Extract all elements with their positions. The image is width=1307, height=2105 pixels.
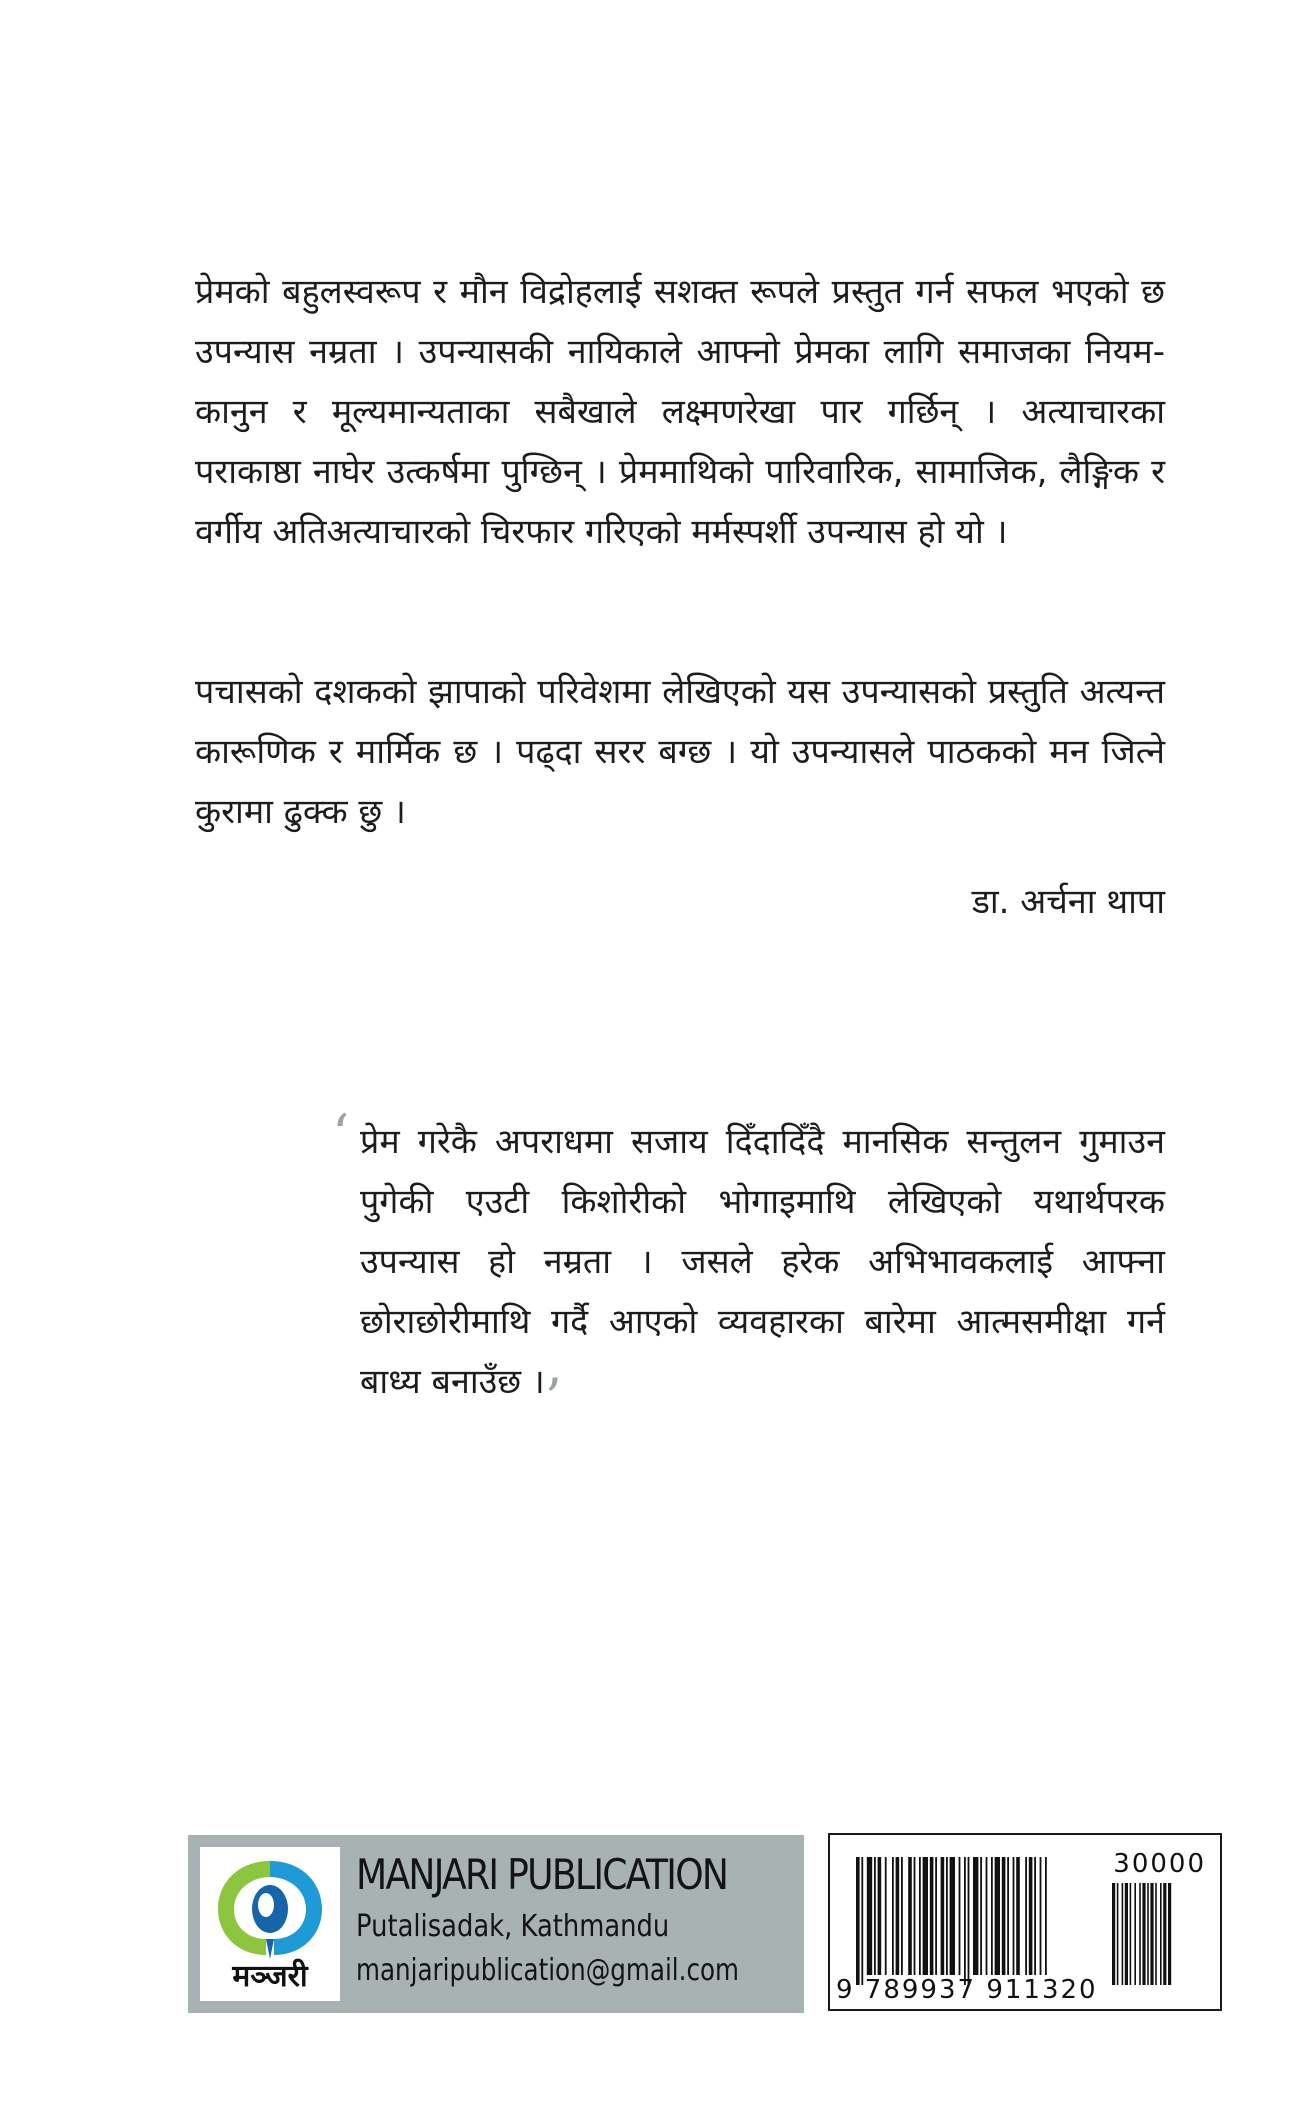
isbn-barcode (828, 1833, 1222, 2011)
barcode-addon-bar (1134, 1883, 1136, 1985)
barcode-addon-bar (1130, 1883, 1132, 1985)
barcode-bar (930, 1857, 934, 1975)
barcode-bar (995, 1857, 1000, 1975)
publisher-logo-text: मञ्जरी (232, 1959, 308, 1994)
barcode-addon-bar (1139, 1883, 1141, 1985)
barcode-addon-bar (1168, 1883, 1171, 1985)
barcode-bar (1002, 1857, 1006, 1975)
publisher-box (188, 1835, 804, 2013)
barcode-bar (896, 1857, 900, 1975)
blurb-paragraph-2: पचासको दशकको झापाको परिवेशमा लेखिएको यस उपन्यासको प्रस्तुति अत्यन्त कारूणिक र मार्मिक छ । पढ्दा सरर बग्छ । यो उपन्यासले पाठकको मन जित्ने कुरामा ढुक्क छु । (195, 672, 1165, 832)
pull-quote (332, 1103, 1165, 1430)
barcode-bar (1007, 1857, 1009, 1975)
barcode-addon-bar (1112, 1883, 1115, 1985)
pull-quote-body: प्रेम गरेकै अपराधमा सजाय दिँदादिँदै मानसिक सन्तुलन गुमाउन पुगेकी एउटी किशोरीको भोगाइमाथि लेखिएको यथार्थपरक उपन्यास हो नम्रता । जसले हरेक अभिभावकलाई आफ्ना छोराछोरीमाथि गर्दै आएको व्यवहारका बारेमा आत्मसमीक्षा गर्न बाध्य बनाउँछ । (360, 1122, 1165, 1402)
barcode-addon-bar (1117, 1883, 1119, 1985)
barcode-addon-bar (1125, 1883, 1128, 1985)
barcode-bar (914, 1857, 916, 1975)
barcode-addon-bar (1155, 1883, 1157, 1985)
manjari-logo-icon (208, 1853, 332, 1963)
barcode-bar (973, 1857, 978, 1975)
barcode-addon-bar (1122, 1883, 1124, 1985)
barcode-bar (885, 1857, 887, 1975)
barcode-addon-bar (1163, 1883, 1166, 1985)
publisher-logo (200, 1847, 340, 2001)
barcode-bar (986, 1857, 988, 1975)
barcode-bar (1029, 1857, 1033, 1975)
barcode-bar (1045, 1857, 1047, 1975)
barcode-bar (901, 1857, 903, 1975)
barcode-bar (1034, 1857, 1036, 1975)
barcode-bar (941, 1857, 945, 1975)
blurb-signature: डा. अर्चना थापा (971, 882, 1165, 922)
barcode-isbn-digits: 9 789937 911320 (836, 1975, 1098, 2005)
barcode-bar (946, 1857, 948, 1975)
barcode-bar (861, 1857, 863, 1985)
barcode-bar (991, 1857, 993, 1975)
pull-quote-text (360, 1112, 1165, 1430)
barcode-bar (959, 1857, 961, 1975)
barcode-bar (874, 1857, 876, 1975)
publisher-address: Putalisadak, Kathmandu (356, 1909, 670, 1944)
barcode-addon-bar (1160, 1883, 1162, 1985)
barcode-bar (1040, 1857, 1042, 1975)
barcode-bar (908, 1857, 912, 1975)
publisher-email: manjaripublication@gmail.com (356, 1953, 739, 1988)
barcode-bar (856, 1857, 860, 1985)
blurb-paragraph-1: प्रेमको बहुलस्वरूप र मौन विद्रोहलाई सशक्त रूपले प्रस्तुत गर्न सफल भएको छ उपन्यास नम्रता । उपन्यासकी नायिकाले आफ्नो प्रेमका लागि समाजका नियम-कानुन र मूल्यमान्यताका सबैखाले लक्ष्मणरेखा पार गर्छिन् । अत्याचारका पराकाष्ठा नाघेर उत्कर्षमा पुग्छिन् । प्रेममाथिको पारिवारिक, सामाजिक, लैङ्गिक र वर्गीय अतिअत्याचारको चिरफार गरिएको मर्मस्पर्शी उपन्यास हो यो । (195, 272, 1165, 552)
barcode-bar (968, 1857, 970, 1985)
barcode-bar (950, 1857, 955, 1975)
barcode-bar (1016, 1857, 1020, 1975)
barcode-bar (964, 1857, 966, 1985)
open-quote-mark: ‘ (332, 1103, 350, 1166)
barcode-bar (867, 1857, 872, 1975)
barcode-addon-bar (1142, 1883, 1145, 1985)
barcode-bar (980, 1857, 982, 1975)
barcode-bar (892, 1857, 894, 1975)
close-quote-mark: ’ (544, 1367, 562, 1430)
barcode-bar (1013, 1857, 1015, 1975)
barcode-price-code: 30000 (1113, 1849, 1206, 1879)
publisher-name: MANJARI PUBLICATION (356, 1850, 728, 1899)
barcode-bar (935, 1857, 937, 1975)
barcode-addon-bar (1147, 1883, 1149, 1985)
barcode-bar (923, 1857, 928, 1975)
barcode-bar (1025, 1857, 1027, 1975)
barcode-bar (919, 1857, 921, 1975)
barcode-addon-bar (1150, 1883, 1153, 1985)
barcode-bar (878, 1857, 882, 1975)
